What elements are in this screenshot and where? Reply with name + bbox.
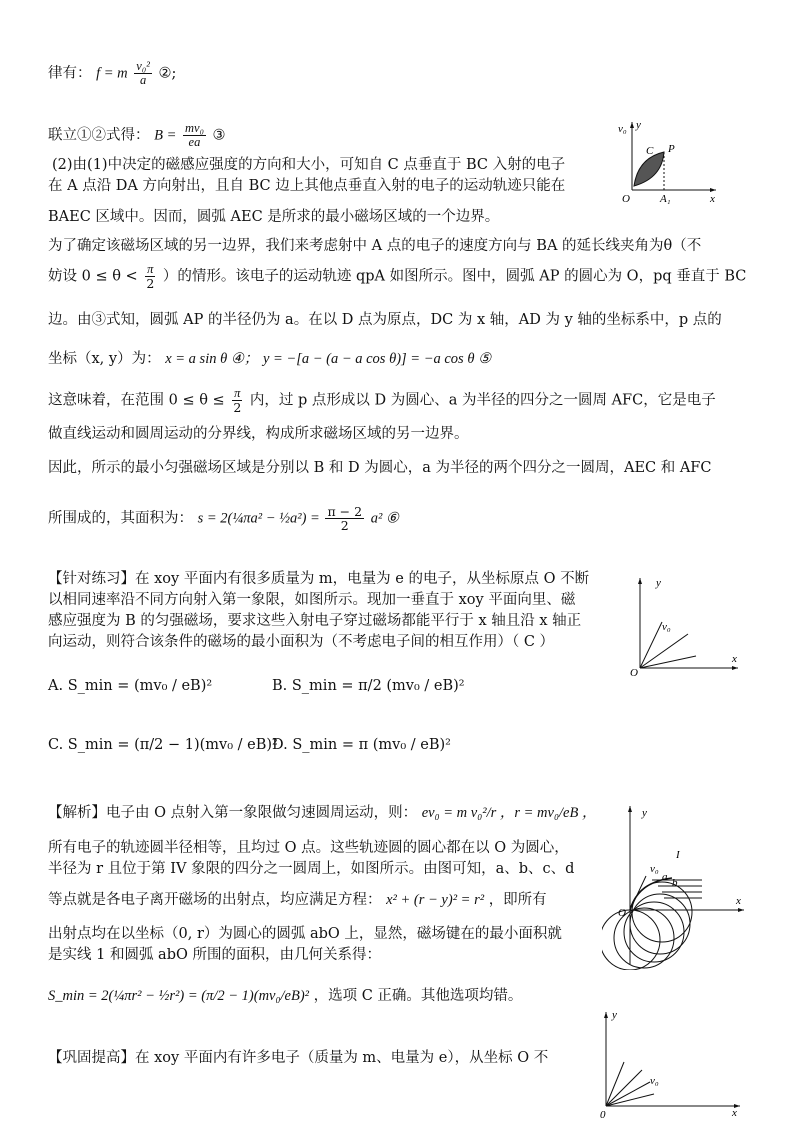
text: 律有：	[48, 65, 92, 82]
fig1-label: A₁	[660, 193, 671, 205]
fig4-label: v₀	[650, 1075, 659, 1087]
line-7	[48, 263, 746, 290]
p3-line-4	[48, 890, 547, 910]
option-d: D. S_min = π (mv₀ / eB)²	[272, 737, 451, 753]
formula: B =	[154, 127, 177, 144]
figure-3	[602, 800, 752, 970]
fig1-label: P	[668, 143, 675, 155]
line-13	[48, 505, 399, 532]
fig3-label: O	[618, 907, 626, 919]
fig4-label: y	[612, 1009, 617, 1021]
line-2	[48, 122, 226, 149]
option-b: B. S_min = π/2 (mv₀ / eB)²	[272, 678, 465, 694]
fig3-label: v₀	[650, 863, 659, 875]
p3-line-5: 出射点均在以坐标（0, r）为圆心的圆弧 abO 上，显然，磁场键在的最小面积就	[48, 926, 562, 942]
p2-line-3: 感应强度为 B 的匀强磁场，要求这些入射电子穿过磁场都能平行于 x 轴且沿 x 轴正	[48, 613, 582, 629]
fig2-label: x	[732, 653, 737, 665]
p3-line-6: 是实线 1 和圆弧 abO 所围的面积，由几何关系得：	[48, 947, 381, 963]
fig1-label: C	[646, 145, 654, 157]
fig2-label: v₀	[662, 621, 671, 633]
line-4: 在 A 点沿 DA 方向射出，且自 BC 边上其他点垂直入射的电子的运动轨迹只能在	[48, 178, 566, 194]
option-a: A. S_min = (mv₀ / eB)²	[48, 678, 213, 694]
p3-line-3: 半径为 r 且位于第 IV 象限的四分之一圆周上，如图所示。由图可知，a、b、c、d	[48, 861, 575, 877]
text: ，选项 C 正确。其他选项均错。	[313, 988, 523, 1004]
p2-line-1: 【针对练习】在 xoy 平面内有很多质量为 m，电量为 e 的电子，从坐标原点 O 不断	[48, 571, 590, 587]
line-8: 边。由③式知，圆弧 AP 的半径仍为 a。在以 D 点为原点，DC 为 x 轴，AD 为 y 轴的坐标系中，p 点的	[48, 312, 722, 328]
text: 坐标（x, y）为：	[48, 351, 161, 367]
p4-line-1: 【巩固提高】在 xoy 平面内有许多电子（质量为 m、电量为 e），从坐标 O 不	[48, 1050, 549, 1066]
formula: a² ⑥	[370, 510, 399, 527]
option-c: C. S_min = (π/2 − 1)(mv₀ / eB)²	[48, 737, 278, 753]
fig3-label: I	[676, 849, 680, 861]
line-10	[48, 387, 716, 414]
fig2-label: y	[656, 577, 661, 589]
text: 妨设 0 ≤ θ <	[48, 268, 138, 285]
line-6: 为了确定该磁场区域的另一边界，我们来考虑射中 A 点的电子的速度方向与 BA 的延长线夹角为θ（不	[48, 238, 702, 254]
fig2-label: O	[630, 667, 638, 679]
figure-1	[612, 118, 722, 208]
fig3-label: y	[642, 807, 647, 819]
fig3-label: b	[672, 877, 678, 889]
eq-mark: ②;	[158, 65, 177, 82]
formula: x² + (r − y)² = r²	[386, 892, 485, 908]
fraction: $\frac{\pi - 2}{2}$	[327, 504, 363, 533]
text: 联立①②式得：	[48, 127, 150, 144]
fraction: $\frac{\text{mv₀}}{ea}$	[185, 121, 204, 149]
p3-line-2: 所有电子的轨迹圆半径相等，且均过 O 点。这些轨迹圆的圆心都在以 O 为圆心，	[48, 840, 569, 856]
formula: x = a sin θ ④；	[165, 351, 259, 367]
fraction: $\frac{\pi}{2}$	[146, 262, 155, 291]
formula: f = m	[96, 65, 128, 82]
text: ，即所有	[488, 892, 547, 908]
line-9	[48, 349, 491, 369]
figure-4	[594, 1008, 744, 1120]
p3-line-1	[48, 803, 596, 823]
fig1-label: O	[622, 193, 630, 205]
p3-line-7	[48, 986, 522, 1006]
line-12: 因此，所示的最小匀强磁场区域是分别以 B 和 D 为圆心，a 为半径的两个四分之一圆周，AEC 和 AFC	[48, 460, 712, 476]
p2-line-2: 以相同速率沿不同方向射入第一象限，如图所示。现加一垂直于 xoy 平面向里、磁	[48, 592, 576, 608]
fig4-label: 0	[600, 1109, 606, 1120]
fig1-label: v₀	[618, 123, 627, 135]
figure-2	[626, 572, 744, 682]
line-5: BAEC 区域中。因而，圆弧 AEC 是所求的最小磁场区域的一个边界。	[48, 209, 500, 225]
fraction: $\frac{\pi}{2}$	[233, 386, 242, 415]
fig1-label: y	[636, 119, 641, 131]
text: 内，过 p 点形成以 D 为圆心、a 为半径的四分之一圆周 AFC，它是电子	[249, 392, 716, 409]
line-11: 做直线运动和圆周运动的分界线，构成所求磁场区域的另一边界。	[48, 426, 469, 442]
text: 这意味着，在范围 0 ≤ θ ≤	[48, 392, 225, 409]
line-3: (2)由(1)中决定的磁感应强度的方向和大小，可知自 C 点垂直于 BC 入射的电子	[52, 157, 566, 173]
formula: s = 2(¼πa² − ½a²) =	[197, 510, 324, 527]
formula: ev₀ = m v₀²/r ，r = mv₀/eB ，	[421, 805, 597, 821]
formula: y = −[a − (a − a cos θ)] = −a cos θ ⑤	[262, 351, 492, 367]
formula: S_min = 2(¼πr² − ½r²) = (π/2 − 1)(mv₀/eB)²	[48, 988, 310, 1004]
text: 【解析】电子由 O 点射入第一象限做匀速圆周运动，则：	[48, 805, 418, 821]
fraction: $\frac{\text{v₀²}}{a}$	[136, 59, 150, 87]
fig3-label: x	[736, 895, 741, 907]
eq-mark: ③	[212, 127, 226, 144]
fig4-label: x	[732, 1107, 737, 1119]
fig3-label: a	[662, 871, 668, 883]
text: 等点就是各电子离开磁场的出射点，均应满足方程：	[48, 892, 382, 908]
text: ）的情形。该电子的运动轨迹 qpA 如图所示。图中，圆弧 AP 的圆心为 O，pq 垂直于 BC	[162, 268, 747, 285]
line-1	[48, 60, 176, 87]
p2-line-4: 向运动，则符合该条件的磁场的最小面积为（不考虑电子间的相互作用）（ C ）	[48, 634, 555, 650]
fig1-label: x	[710, 193, 715, 205]
text: 所围成的，其面积为：	[48, 510, 193, 527]
